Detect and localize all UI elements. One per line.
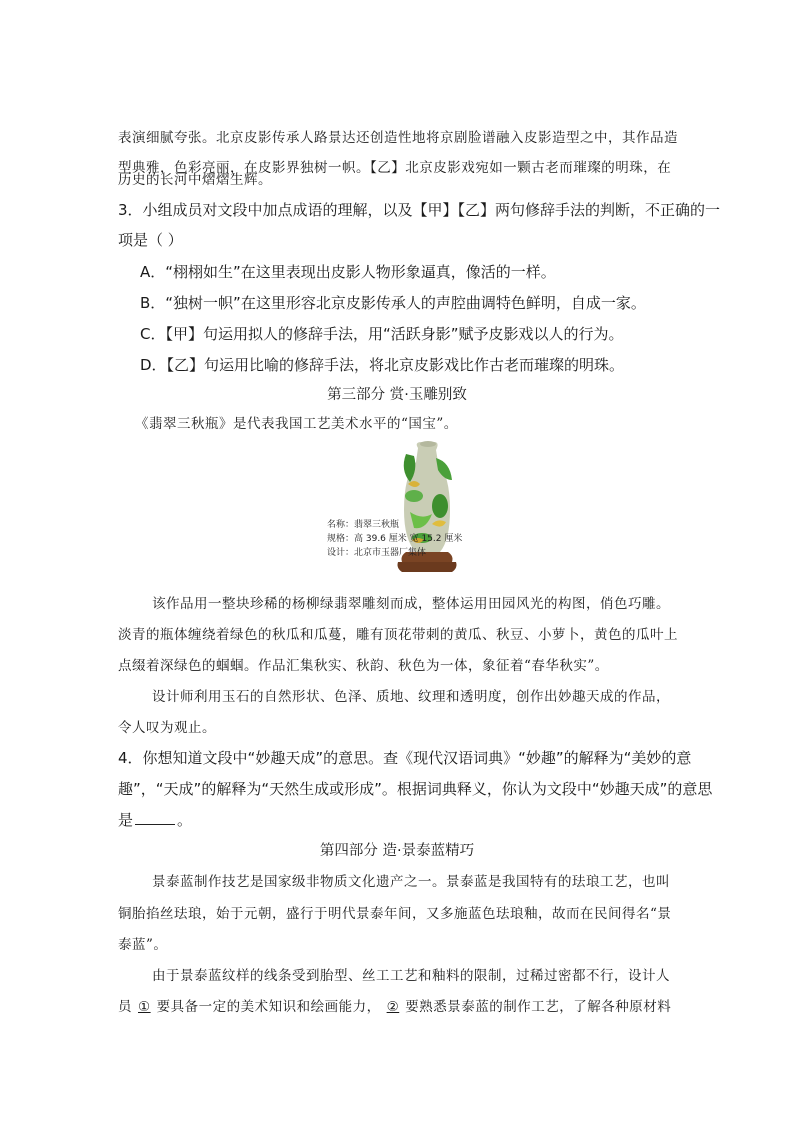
part4-para1-line3: 泰蓝”。 — [118, 937, 168, 953]
part3-title: 第三部分 赏·玉雕别致 — [327, 387, 467, 403]
q4-line3-suffix: 。 — [177, 811, 193, 829]
blank-2[interactable]: ② — [386, 999, 400, 1015]
part3-para1-line1: 该作品用一整块珍稀的杨柳绿翡翠雕刻而成，整体运用田园风光的构图，俏色巧雕。 — [152, 596, 670, 612]
part4-title: 第四部分 造·景泰蓝精巧 — [319, 843, 475, 859]
q3-option-c: C．【甲】句运用拟人的修辞手法，用“活跃身影”赋予皮影戏以人的行为。 — [140, 325, 624, 343]
blank-1[interactable]: ① — [138, 999, 151, 1015]
q3-stem-line1: 3．小组成员对文段中加点成语的理解，以及【甲】【乙】两句修辞手法的判断，不正确的一 — [118, 201, 721, 219]
q3-option-b: B．“独树一帜”在这里形容北京皮影传承人的声腔曲调特色鲜明，自成一家。 — [140, 294, 646, 312]
q4-line1: 4．你想知道文段中“妙趣天成”的意思。查《现代汉语词典》“妙趣”的解释为“美妙的意 — [118, 749, 692, 767]
part3-para2-line1: 设计师利用玉石的自然形状、色泽、质地、纹理和透明度，创作出妙趣天成的作品， — [152, 689, 670, 705]
intro-line-1: 表演细腻夸张。北京皮影传承人路景达还创造性地将京剧脸谱融入皮影造型之中，其作品造 — [118, 130, 678, 146]
para2-line2-b: 要具备一定的美术知识和绘画能力， — [156, 999, 381, 1015]
part4-para2-line2 — [118, 997, 671, 1017]
caption-name: 名称：翡翠三秋瓶 — [327, 520, 400, 530]
intro-line-3: 历史的长河中熠熠生辉。 — [118, 172, 272, 188]
intro-line-2: 型典雅，色彩亮丽，在皮影界独树一帜。【乙】北京皮影戏宛如一颗古老而璀璨的明珠，在 — [118, 160, 672, 176]
q4-line2: 趣”，“天成”的解释为“天然生成或形成”。根据词典释义，你认为文段中“妙趣天成”的意思 — [118, 780, 713, 798]
para2-line2-a: 员 — [118, 999, 132, 1015]
part3-para2-line2: 令人叹为观止。 — [118, 720, 216, 736]
caption-designer: 设计：北京市玉器厂集体 — [327, 548, 427, 558]
q3-option-d: D．【乙】句运用比喻的修辞手法，将北京皮影戏比作古老而璀璨的明珠。 — [140, 356, 625, 374]
part3-para1-line3: 点缀着深绿色的蝈蝈。作品汇集秋实、秋韵、秋色为一体，象征着“春华秋实”。 — [118, 658, 609, 674]
part4-para1-line1: 景泰蓝制作技艺是国家级非物质文化遗产之一。景泰蓝是我国特有的珐琅工艺，也叫 — [152, 874, 670, 890]
q4-line3 — [118, 810, 192, 830]
q3-stem-line2: 项是（ ） — [118, 231, 183, 249]
answer-blank[interactable] — [135, 810, 175, 825]
part3-lead: 《翡翠三秋瓶》是代表我国工艺美术水平的“国宝”。 — [135, 416, 458, 432]
q4-line3-prefix: 是 — [118, 811, 134, 829]
para2-line2-c: 要熟悉景泰蓝的制作工艺，了解各种原材料 — [405, 999, 672, 1015]
caption-spec: 规格：高 39.6 厘米 宽 15.2 厘米 — [327, 534, 463, 544]
part3-para1-line2: 淡青的瓶体缠绕着绿色的秋瓜和瓜蔓，雕有顶花带刺的黄瓜、秋豆、小萝卜，黄色的瓜叶上 — [118, 627, 678, 643]
part4-para2-line1: 由于景泰蓝纹样的线条受到胎型、丝工工艺和釉料的限制，过稀过密都不行，设计人 — [152, 968, 670, 984]
part4-para1-line2: 铜胎掐丝珐琅，始于元朝，盛行于明代景泰年间，又多施蓝色珐琅釉，故而在民间得名“景 — [118, 906, 672, 922]
q3-option-a: A．“栩栩如生”在这里表现出皮影人物形象逼真，像活的一样。 — [140, 263, 556, 281]
